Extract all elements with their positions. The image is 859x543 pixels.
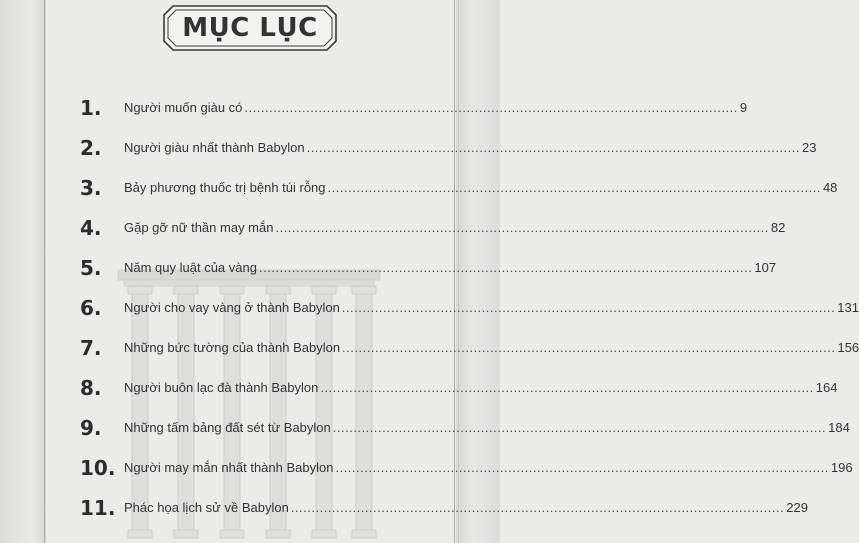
entry-number: 7. — [80, 336, 102, 360]
entry-page: 229 — [786, 500, 808, 515]
entry-page: 82 — [770, 220, 786, 235]
entry-page: 48 — [822, 180, 838, 195]
toc-entry[interactable] — [0, 496, 808, 526]
entry-title: Phác họa lịch sử về Babylon — [124, 500, 289, 515]
dot-leader: ........................................................................................................................ — [327, 180, 821, 195]
dot-leader: ........................................................................................................................ — [244, 100, 738, 115]
entry-page: 196 — [830, 460, 853, 475]
title-frame — [163, 5, 337, 51]
entry-page: 164 — [815, 380, 838, 395]
entry-title: Những bức tường của thành Babylon — [124, 340, 341, 355]
entry-number: 5. — [80, 256, 102, 280]
entry-number: 4. — [80, 216, 102, 240]
dot-leader: ........................................................................................................................ — [258, 260, 753, 275]
entry-title: Người may mắn nhất thành Babylon — [124, 460, 334, 475]
toc-entry[interactable] — [0, 136, 817, 166]
entry-title: Người cho vay vàng ở thành Babylon — [124, 300, 340, 315]
dot-leader: ........................................................................................................................ — [332, 420, 827, 435]
toc-entry[interactable] — [0, 216, 786, 246]
entry-number: 6. — [80, 296, 102, 320]
entry-number: 3. — [80, 176, 102, 200]
toc-entry[interactable] — [0, 96, 748, 126]
dot-leader: ........................................................................................................................ — [341, 300, 836, 315]
entry-title: Năm quy luật của vàng — [124, 260, 257, 275]
entry-title: Người giàu nhất thành Babylon — [124, 140, 305, 155]
entry-page: 131 — [837, 300, 859, 315]
entry-number: 2. — [80, 136, 102, 160]
dot-leader: ........................................................................................................................ — [275, 220, 769, 235]
entry-title: Người muốn giàu có — [124, 100, 243, 115]
entry-title: Những tấm bảng đất sét từ Babylon — [124, 420, 331, 435]
entry-number: 11. — [80, 496, 116, 520]
entry-page: 9 — [739, 100, 748, 115]
toc-entry[interactable] — [0, 256, 777, 286]
entry-page: 107 — [754, 260, 777, 275]
entry-page: 156 — [837, 340, 859, 355]
entry-title: Người buôn lạc đà thành Babylon — [124, 380, 319, 395]
dot-leader: ........................................................................................................................ — [342, 340, 836, 355]
toc-entry[interactable] — [0, 376, 838, 406]
entry-number: 9. — [80, 416, 102, 440]
entry-title: Bảy phương thuốc trị bệnh túi rỗng — [124, 180, 326, 195]
entry-title: Gặp gỡ nữ thần may mắn — [124, 220, 274, 235]
toc-entry[interactable] — [0, 296, 859, 326]
toc-entry[interactable] — [0, 456, 853, 486]
toc-entry[interactable] — [0, 176, 838, 206]
page-title: MỤC LỤC — [182, 13, 318, 43]
dot-leader: ........................................................................................................................ — [335, 460, 829, 475]
toc-entry[interactable] — [0, 336, 859, 366]
dot-leader: ........................................................................................................................ — [306, 140, 800, 155]
entry-page: 184 — [828, 420, 850, 435]
toc-entry[interactable] — [0, 416, 850, 446]
entry-number: 8. — [80, 376, 102, 400]
entry-number: 1. — [80, 96, 102, 120]
entry-page: 23 — [802, 140, 817, 155]
entry-number: 10. — [80, 456, 116, 480]
dot-leader: ........................................................................................................................ — [290, 500, 785, 515]
dot-leader: ........................................................................................................................ — [320, 380, 814, 395]
